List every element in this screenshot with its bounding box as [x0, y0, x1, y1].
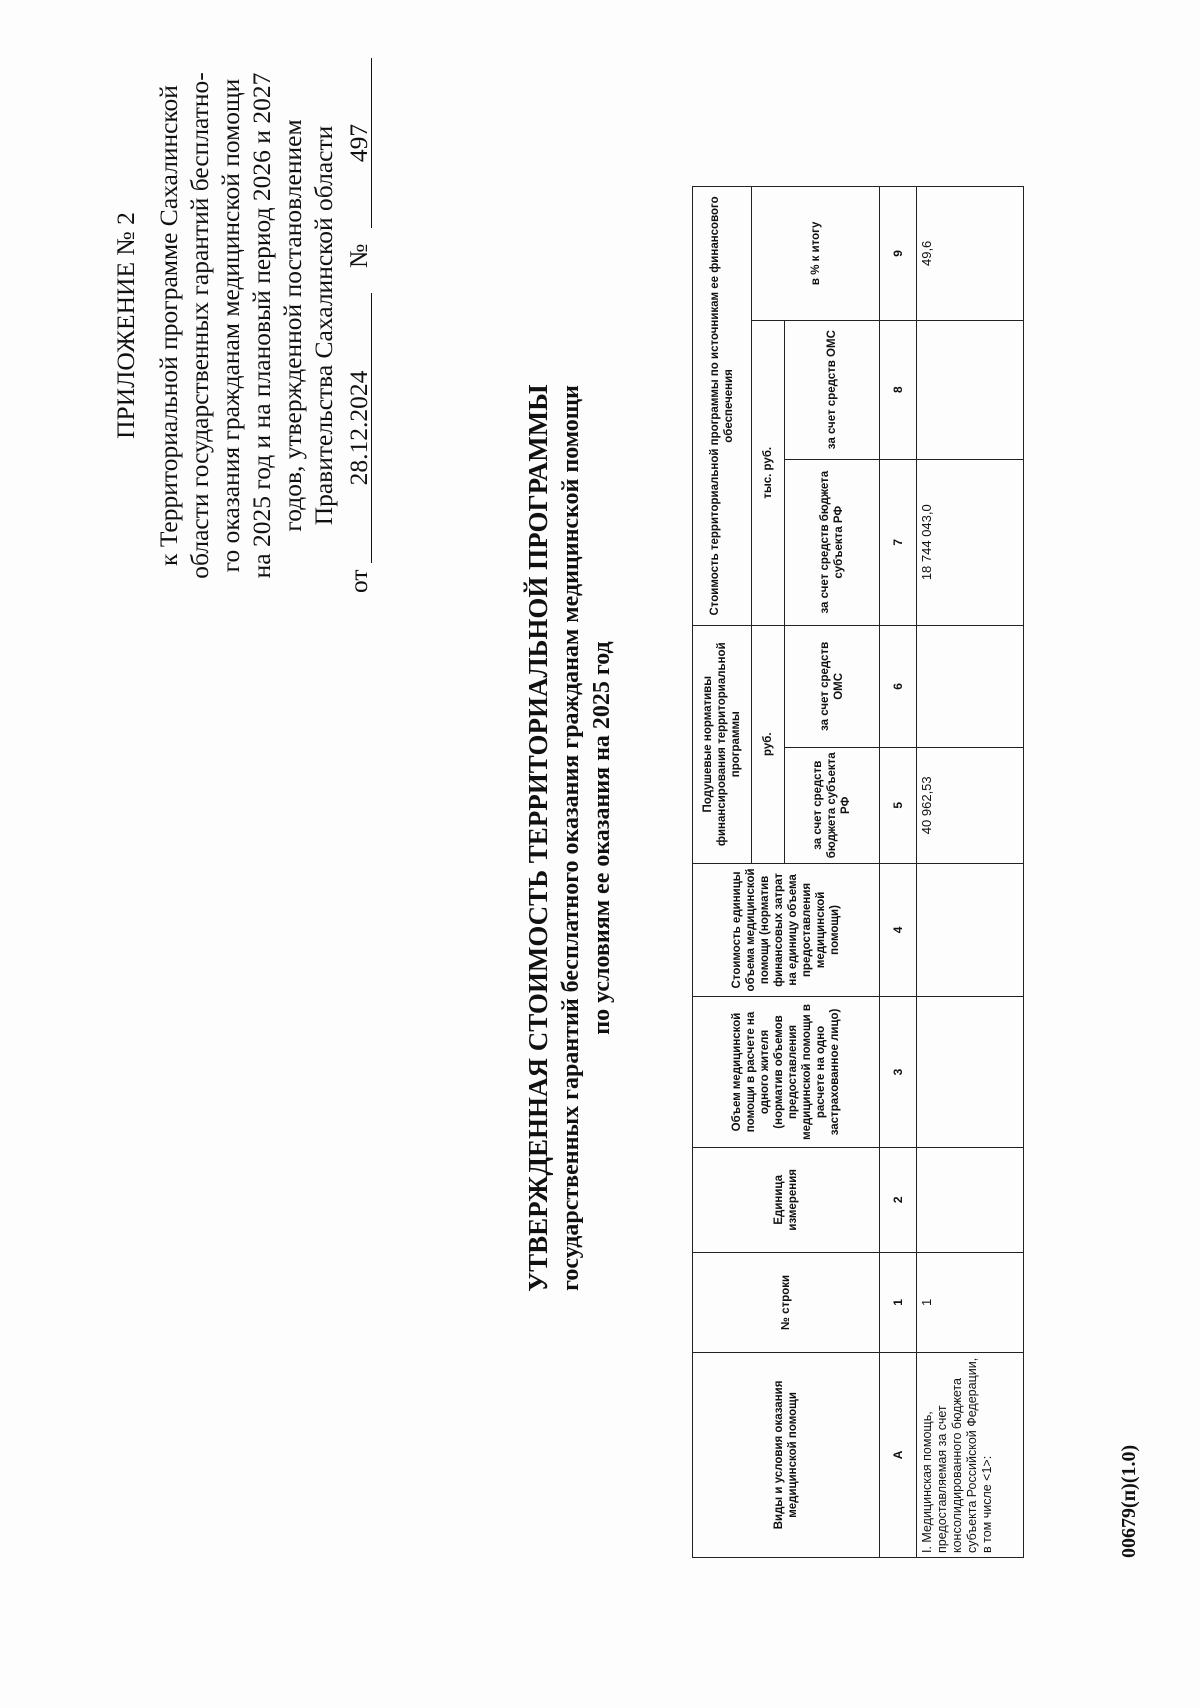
header-budget-rf: за счет средств бюджета субъекта РФ	[785, 747, 880, 863]
header-cost-program: Стоимость территориальной программы по источникам ее финансового обеспечения	[693, 187, 752, 626]
header-thous-rub: тыс. руб.	[752, 320, 785, 625]
row-name: I. Медицинская помощь, предоставляемая за счет консолидированного бюджета субъекта Российской Федерации, в том числе <1>:	[917, 1352, 1024, 1557]
annex-heading: ПРИЛОЖЕНИЕ № 2	[111, 212, 140, 439]
index-cell: 3	[880, 997, 917, 1147]
header-cost-unit: Стоимость единицы объема медицинской помощи (норматив финансовых затрат на единицу объема предоставления медицинской помощи)	[693, 863, 880, 997]
title-line-3: по условиям ее оказания на 2025 год	[589, 641, 615, 1035]
row-cost-oms	[917, 320, 1024, 459]
header-row-no: № строки	[693, 1252, 880, 1352]
annex-line: го оказания гражданам медицинской помощи	[216, 78, 245, 573]
cost-table-wrap	[692, 186, 1024, 1558]
header-oms: за счет средств ОМС	[785, 625, 880, 747]
header-volume: Объем медицинской помощи в расчете на одного жителя (норматив объемов предоставления медицинской помощи в расчете на одно застрахованное лицо)	[693, 997, 880, 1147]
header-per-capita: Подушевые нормативы финансирования территориальной программы	[693, 625, 752, 863]
index-cell: 5	[880, 747, 917, 863]
annex-line: на 2025 год и на плановый период 2026 и 2027	[247, 72, 276, 579]
decree-date: 28.12.2024	[343, 293, 372, 563]
signature-line	[343, 48, 377, 603]
annex-line: Правительства Сахалинской области	[309, 125, 338, 526]
annex-line: к Территориальной программе Сахалинской	[154, 85, 183, 566]
number-label: №	[344, 243, 373, 268]
decree-number: 497	[343, 58, 372, 228]
header-unit: Единица измерения	[693, 1147, 880, 1252]
cost-table	[692, 186, 1024, 1558]
header-rub: руб.	[752, 625, 785, 863]
table-row	[917, 187, 1024, 1558]
index-cell: 1	[880, 1252, 917, 1352]
index-cell: 9	[880, 187, 917, 321]
annex-line: годов, утвержденной постановлением	[278, 119, 307, 532]
index-cell: А	[880, 1352, 917, 1557]
from-label: от	[344, 569, 373, 593]
header-percent: в % к итогу	[752, 187, 880, 321]
row-percent: 49,6	[917, 187, 1024, 321]
header-types: Виды и условия оказания медицинской помощи	[693, 1352, 880, 1557]
index-cell: 8	[880, 320, 917, 459]
row-per-capita-budget: 40 962,53	[917, 747, 1024, 863]
index-row	[880, 187, 917, 1558]
annex-line: области государственных гарантий бесплатно-	[185, 72, 214, 579]
index-cell: 2	[880, 1147, 917, 1252]
index-cell: 6	[880, 625, 917, 747]
row-number: 1	[917, 1252, 1024, 1352]
row-unit	[917, 1147, 1024, 1252]
header-oms-2: за счет средств ОМС	[785, 320, 880, 459]
title-line-1: УТВЕРЖДЕННАЯ СТОИМОСТЬ ТЕРРИТОРИАЛЬНОЙ ПРОГРАММЫ	[523, 384, 553, 1292]
row-cost-unit	[917, 863, 1024, 997]
index-cell: 4	[880, 863, 917, 997]
document-title	[520, 258, 618, 1418]
header-budget-rf-2: за счет средств бюджета субъекта РФ	[785, 459, 880, 625]
annex-block	[110, 48, 377, 603]
index-cell: 7	[880, 459, 917, 625]
row-cost-budget: 18 744 043,0	[917, 459, 1024, 625]
row-per-capita-oms	[917, 625, 1024, 747]
row-volume	[917, 997, 1024, 1147]
title-line-2: государственных гарантий бесплатного оказания гражданам медицинской помощи	[558, 385, 584, 1291]
document-code: 00679(п)(1.0)	[1118, 1444, 1140, 1558]
